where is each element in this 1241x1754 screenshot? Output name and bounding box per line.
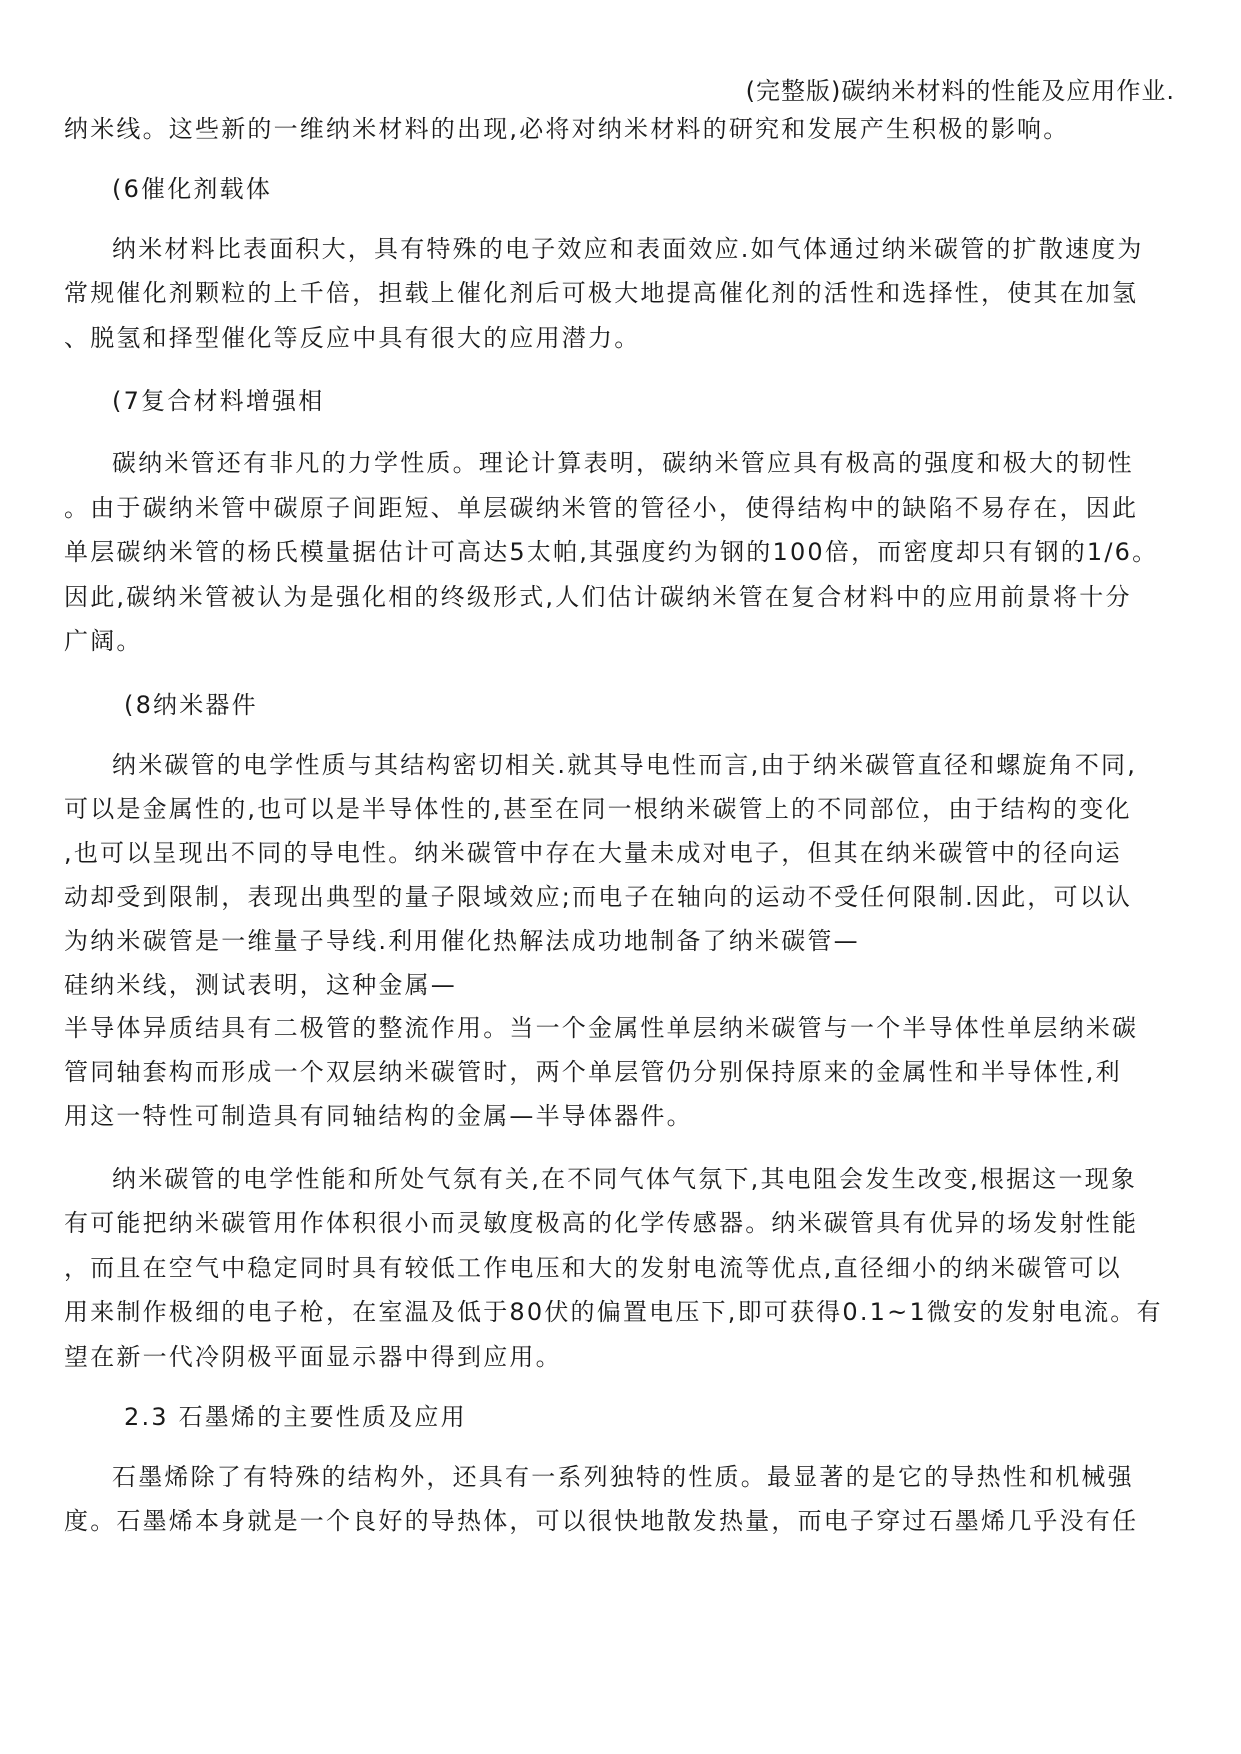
- paragraph-line: 动却受到限制，表现出典型的量子限域效应;而电子在轴向的运动不受任何限制.因此，可以认: [64, 883, 1133, 911]
- section-heading: (6催化剂载体: [112, 175, 273, 203]
- paragraph-line: 纳米碳管的电学性质与其结构密切相关.就其导电性而言,由于纳米碳管直径和螺旋角不同,: [112, 751, 1138, 779]
- paragraph-line: ，而且在空气中稳定同时具有较低工作电压和大的发射电流等优点,直径细小的纳米碳管可以: [64, 1254, 1122, 1282]
- paragraph-line: 望在新一代冷阴极平面显示器中得到应用。: [64, 1343, 562, 1371]
- paragraph-line: 度。石墨烯本身就是一个良好的导热体，可以很快地散发热量，而电子穿过石墨烯几乎没有任: [64, 1507, 1139, 1535]
- paragraph-line: 用这一特性可制造具有同轴结构的金属—半导体器件。: [64, 1102, 693, 1130]
- paragraph-line: 碳纳米管还有非凡的力学性质。理论计算表明，碳纳米管应具有极高的强度和极大的韧性: [112, 449, 1134, 477]
- paragraph-line: 、脱氢和择型催化等反应中具有很大的应用潜力。: [64, 324, 641, 352]
- paragraph-line: 。由于碳纳米管中碳原子间距短、单层碳纳米管的管径小，使得结构中的缺陷不易存在，因此: [64, 494, 1139, 522]
- paragraph-line: 半导体异质结具有二极管的整流作用。当一个金属性单层纳米碳管与一个半导体性单层纳米碳: [64, 1014, 1139, 1042]
- paragraph-line: 硅纳米线，测试表明，这种金属—: [64, 971, 457, 999]
- paragraph-line: 为纳米碳管是一维量子导线.利用催化热解法成功地制备了纳米碳管—: [64, 927, 860, 955]
- paragraph-line: 广阔。: [64, 627, 143, 655]
- paragraph-line: 有可能把纳米碳管用作体积很小而灵敏度极高的化学传感器。纳米碳管具有优异的场发射性能: [64, 1209, 1139, 1237]
- running-header: (完整版)碳纳米材料的性能及应用作业.: [745, 77, 1175, 105]
- section-heading: 2.3 石墨烯的主要性质及应用: [124, 1403, 467, 1431]
- paragraph-line: 单层碳纳米管的杨氏模量据估计可高达5太帕,其强度约为钢的100倍，而密度却只有钢的1/6。: [64, 538, 1159, 566]
- paragraph-line: 常规催化剂颗粒的上千倍，担载上催化剂后可极大地提高催化剂的活性和选择性，使其在加氢: [64, 279, 1139, 307]
- paragraph-line: 纳米碳管的电学性能和所处气氛有关,在不同气体气氛下,其电阻会发生改变,根据这一现象: [112, 1165, 1138, 1193]
- paragraph-line: 用来制作极细的电子枪，在室温及低于80伏的偏置电压下,即可获得0.1~1微安的发射电流。有: [64, 1298, 1163, 1326]
- paragraph-line: 纳米材料比表面积大，具有特殊的电子效应和表面效应.如气体通过纳米碳管的扩散速度为: [112, 235, 1144, 263]
- paragraph-line: 因此,碳纳米管被认为是强化相的终级形式,人们估计碳纳米管在复合材料中的应用前景将十分: [64, 583, 1132, 611]
- section-heading: (8纳米器件: [124, 691, 258, 719]
- paragraph-line: 可以是金属性的,也可以是半导体性的,甚至在同一根纳米碳管上的不同部位，由于结构的变化: [64, 795, 1132, 823]
- paragraph-line: 石墨烯除了有特殊的结构外，还具有一系列独特的性质。最显著的是它的导热性和机械强: [112, 1463, 1134, 1491]
- paragraph-line: 管同轴套构而形成一个双层纳米碳管时，两个单层管仍分别保持原来的金属性和半导体性,利: [64, 1058, 1122, 1086]
- paragraph-line: 纳米线。这些新的一维纳米材料的出现,必将对纳米材料的研究和发展产生积极的影响。: [64, 115, 1070, 143]
- section-heading: (7复合材料增强相: [112, 387, 325, 415]
- paragraph-line: ,也可以呈现出不同的导电性。纳米碳管中存在大量未成对电子，但其在纳米碳管中的径向运: [64, 839, 1122, 867]
